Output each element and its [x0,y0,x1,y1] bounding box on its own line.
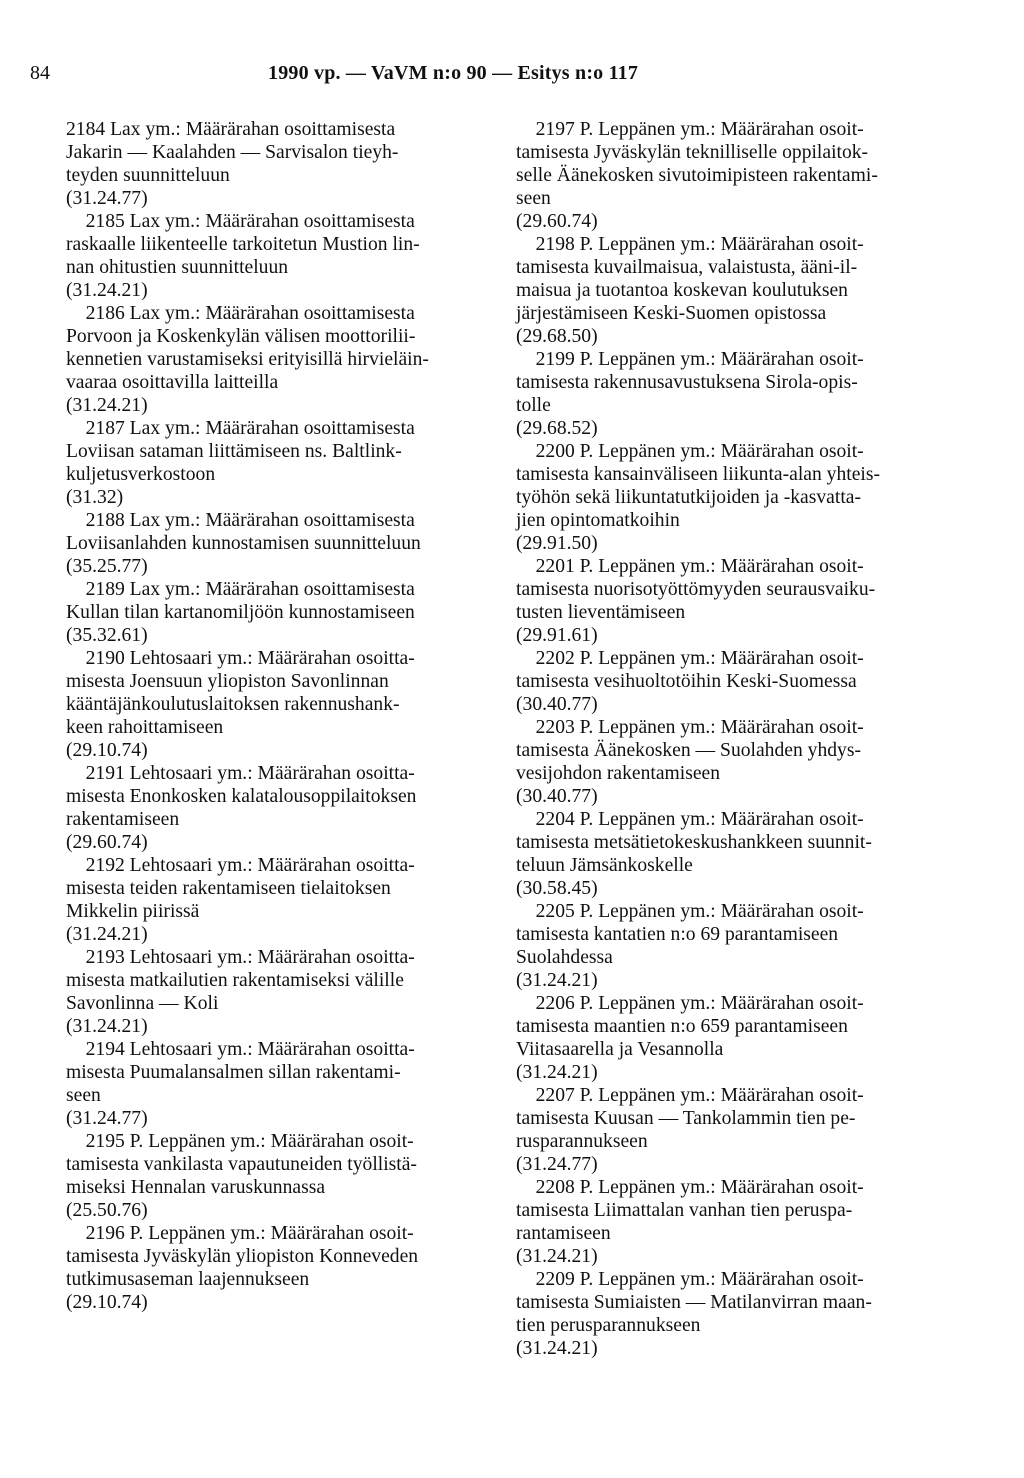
text-line: 2194 Lehtosaari ym.: Määrärahan osoitta- [66,1039,415,1060]
text-line: Suolahdessa [516,947,613,968]
text-line: (29.91.50) [516,533,598,554]
text-line: (29.68.50) [516,326,598,347]
text-line: (30.40.77) [516,694,598,715]
text-line: tamisesta kuvailmaisua, valaistusta, ääni-il- [516,257,858,278]
left-column [66,118,496,1314]
text-line: tamisesta nuorisotyöttömyyden seurausvaiku- [516,579,876,600]
running-head: 1990 vp. — VaVM n:o 90 — Esitys n:o 117 [268,62,639,84]
text-line: (31.24.77) [516,1154,598,1175]
text-line: Loviisanlahden kunnostamisen suunnitteluun [66,533,421,554]
text-line: (31.24.21) [516,1246,598,1267]
text-line: (35.32.61) [66,625,148,646]
text-line: vaaraa osoittavilla laitteilla [66,372,279,393]
text-line: 2203 P. Leppänen ym.: Määrärahan osoit- [516,717,864,738]
text-line: 2185 Lax ym.: Määrärahan osoittamisesta [66,211,415,232]
text-line: 2188 Lax ym.: Määrärahan osoittamisesta [66,510,415,531]
text-line: tutkimusaseman laajennukseen [66,1269,310,1290]
text-line: tamisesta Liimattalan vanhan tien peruspa- [516,1200,853,1221]
text-line: teyden suunnitteluun [66,165,230,186]
text-line: (29.91.61) [516,625,598,646]
text-line: Porvoon ja Koskenkylän välisen moottorilii- [66,326,416,347]
text-line: 2199 P. Leppänen ym.: Määrärahan osoit- [516,349,864,370]
text-line: tien perusparannukseen [516,1315,701,1336]
page-number: 84 [30,62,50,84]
text-line: 2192 Lehtosaari ym.: Määrärahan osoitta- [66,855,415,876]
text-line: tamisesta vesihuoltotöihin Keski-Suomessa [516,671,857,692]
text-line: (31.24.21) [66,924,148,945]
text-line: (31.24.77) [66,188,148,209]
text-line: misesta Joensuun yliopiston Savonlinnan [66,671,389,692]
text-line: seen [66,1085,101,1106]
text-line: (29.60.74) [66,832,148,853]
text-line: 2187 Lax ym.: Määrärahan osoittamisesta [66,418,415,439]
text-line: maisua ja tuotantoa koskevan koulutuksen [516,280,848,301]
text-line: työhön sekä liikuntatutkijoiden ja -kasvatta- [516,487,861,508]
text-line: Jakarin — Kaalahden — Sarvisalon tieyh- [66,142,399,163]
text-line: miseksi Hennalan varuskunnassa [66,1177,326,1198]
text-line: tamisesta Kuusan — Tankolammin tien pe- [516,1108,856,1129]
text-line: 2204 P. Leppänen ym.: Määrärahan osoit- [516,809,864,830]
text-line: keen rahoittamiseen [66,717,224,738]
text-line: (31.24.21) [516,1338,598,1359]
text-line: Savonlinna — Koli [66,993,219,1014]
text-line: Kullan tilan kartanomiljöön kunnostamiseen [66,602,415,623]
text-line: tamisesta Sumiaisten — Matilanvirran maan- [516,1292,872,1313]
text-line: tamisesta rakennusavustuksena Sirola-opis- [516,372,858,393]
text-line: (31.24.21) [66,395,148,416]
text-line: 2208 P. Leppänen ym.: Määrärahan osoit- [516,1177,864,1198]
text-line: (25.50.76) [66,1200,148,1221]
text-line: nan ohitustien suunnitteluun [66,257,289,278]
text-line: 2184 Lax ym.: Määrärahan osoittamisesta [66,119,396,140]
text-line: 2207 P. Leppänen ym.: Määrärahan osoit- [516,1085,864,1106]
text-line: 2200 P. Leppänen ym.: Määrärahan osoit- [516,441,864,462]
text-line: teluun Jämsänkoskelle [516,855,693,876]
text-line: (29.60.74) [516,211,598,232]
text-line: (29.10.74) [66,1292,148,1313]
text-line: (31.24.21) [66,1016,148,1037]
text-line: tamisesta vankilasta vapautuneiden työllistä- [66,1154,417,1175]
right-column [516,118,962,1360]
text-line: 2201 P. Leppänen ym.: Määrärahan osoit- [516,556,864,577]
text-line: kääntäjänkoulutuslaitoksen rakennushank- [66,694,400,715]
text-line: 2196 P. Leppänen ym.: Määrärahan osoit- [66,1223,414,1244]
text-line: misesta matkailutien rakentamiseksi välille [66,970,404,991]
text-line: 2189 Lax ym.: Määrärahan osoittamisesta [66,579,415,600]
text-line: 2186 Lax ym.: Määrärahan osoittamisesta [66,303,415,324]
text-line: tamisesta Äänekosken — Suolahden yhdys- [516,740,862,761]
text-line: Loviisan sataman liittämiseen ns. Baltlink- [66,441,402,462]
text-line: 2209 P. Leppänen ym.: Määrärahan osoit- [516,1269,864,1290]
text-line: tamisesta maantien n:o 659 parantamiseen [516,1016,848,1037]
text-line: misesta Enonkosken kalatalousoppilaitoksen [66,786,417,807]
text-line: tamisesta Jyväskylän teknilliselle oppilaitok- [516,142,869,163]
text-line: misesta teiden rakentamiseen tielaitoksen [66,878,391,899]
text-line: (30.40.77) [516,786,598,807]
text-line: tamisesta Jyväskylän yliopiston Konneveden [66,1246,419,1267]
text-line: rantamiseen [516,1223,611,1244]
text-line: tusten lieventämiseen [516,602,686,623]
text-line: (29.68.52) [516,418,598,439]
text-line: 2197 P. Leppänen ym.: Määrärahan osoit- [516,119,864,140]
text-line: 2191 Lehtosaari ym.: Määrärahan osoitta- [66,763,415,784]
text-line: tamisesta metsätietokeskushankkeen suunnit- [516,832,872,853]
text-line: tamisesta kantatien n:o 69 parantamiseen [516,924,839,945]
text-line: kennetien varustamiseksi erityisillä hirvieläin- [66,349,429,370]
text-line: (30.58.45) [516,878,598,899]
text-line: (31.24.21) [66,280,148,301]
text-line: 2202 P. Leppänen ym.: Määrärahan osoit- [516,648,864,669]
text-line: rusparannukseen [516,1131,648,1152]
text-line: tamisesta kansainväliseen liikunta-alan yhteis- [516,464,881,485]
text-line: (31.24.21) [516,1062,598,1083]
text-line: misesta Puumalansalmen sillan rakentami- [66,1062,401,1083]
text-line: 2193 Lehtosaari ym.: Määrärahan osoitta- [66,947,415,968]
text-line: 2206 P. Leppänen ym.: Määrärahan osoit- [516,993,864,1014]
text-line: Viitasaarella ja Vesannolla [516,1039,724,1060]
text-line: (31.24.77) [66,1108,148,1129]
text-line: vesijohdon rakentamiseen [516,763,721,784]
text-line: kuljetusverkostoon [66,464,216,485]
text-line: jien opintomatkoihin [516,510,680,531]
text-line: rakentamiseen [66,809,180,830]
text-line: 2190 Lehtosaari ym.: Määrärahan osoitta- [66,648,415,669]
text-line: seen [516,188,551,209]
text-line: (31.32) [66,487,124,508]
text-line: 2198 P. Leppänen ym.: Määrärahan osoit- [516,234,864,255]
text-line: 2205 P. Leppänen ym.: Määrärahan osoit- [516,901,864,922]
text-line: (29.10.74) [66,740,148,761]
text-line: tolle [516,395,551,416]
text-line: raskaalle liikenteelle tarkoitetun Mustion lin- [66,234,420,255]
text-line: selle Äänekosken sivutoimipisteen rakentami- [516,165,878,186]
text-line: Mikkelin piirissä [66,901,200,922]
text-line: (31.24.21) [516,970,598,991]
text-line: 2195 P. Leppänen ym.: Määrärahan osoit- [66,1131,414,1152]
text-line: järjestämiseen Keski-Suomen opistossa [516,303,827,324]
text-line: (35.25.77) [66,556,148,577]
